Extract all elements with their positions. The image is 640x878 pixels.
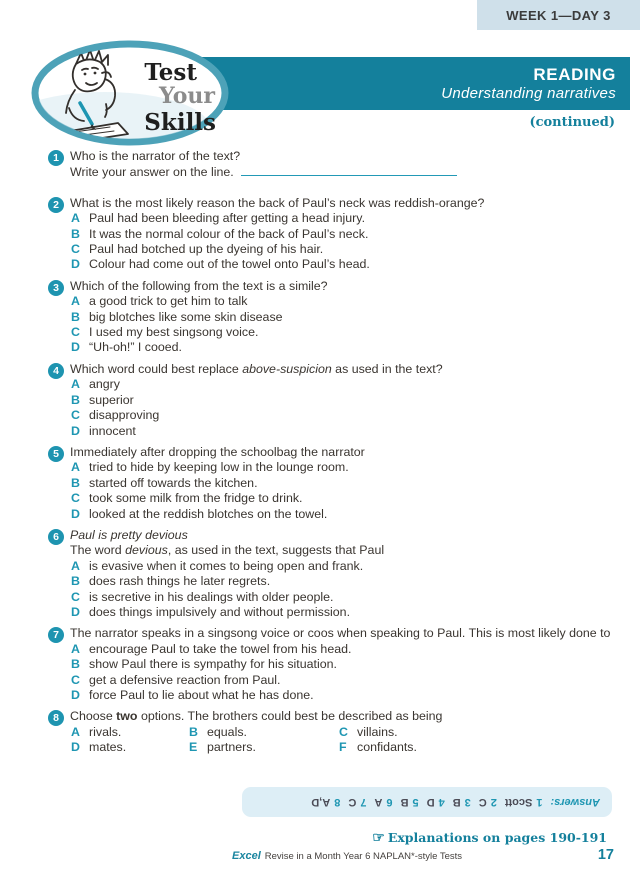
logo-word-your: Your — [158, 83, 215, 109]
question-prompt-line — [70, 149, 613, 164]
question-prompt-line — [70, 362, 613, 377]
answer-number: 7 — [360, 796, 367, 808]
option-d — [71, 424, 613, 439]
week-day-banner — [477, 0, 640, 30]
option-letter: A — [71, 460, 80, 475]
answer-item — [453, 796, 471, 808]
option-letter: C — [71, 589, 80, 604]
page-number: 17 — [597, 847, 614, 863]
option-a — [71, 294, 613, 309]
prompt-text: options. The brothers could best be described as being — [137, 709, 443, 724]
option-text: superior — [89, 392, 134, 407]
answer-number: 8 — [334, 796, 341, 808]
question-prompt-line — [70, 279, 613, 294]
option-letter: B — [189, 724, 198, 739]
option-text: Paul had been bleeding after getting a head injury. — [89, 211, 366, 226]
option-b — [71, 476, 613, 491]
option-b — [71, 393, 613, 408]
option-a — [71, 642, 613, 657]
option-text: mates. — [89, 740, 127, 755]
option-c — [71, 325, 613, 340]
pointing-hand-icon: ☞ — [372, 830, 385, 846]
option-text: innocent — [89, 423, 136, 438]
option-letter: A — [71, 641, 80, 656]
answer-value: A,D — [311, 796, 331, 808]
option-d — [71, 688, 613, 703]
option-letter: D — [71, 506, 80, 521]
question-6 — [48, 528, 613, 620]
section-title: READING — [533, 64, 616, 84]
option-text: angry — [89, 377, 120, 392]
question-body — [70, 445, 613, 522]
prompt-text: The narrator speaks in a singsong voice or coos when speaking to Paul. This is most likely done to — [70, 626, 611, 641]
question-body — [70, 626, 613, 703]
option-c — [71, 491, 613, 506]
answer-item — [311, 796, 340, 808]
question-number-badge: 3 — [48, 280, 64, 296]
option-a — [71, 377, 613, 392]
answer-item — [401, 796, 419, 808]
option-letter: D — [71, 257, 80, 272]
answer-number: 6 — [386, 796, 393, 808]
question-number-badge: 1 — [48, 150, 64, 166]
prompt-text: Who is the narrator of the text? — [70, 149, 241, 163]
answer-item — [348, 796, 366, 808]
answer-number: 4 — [438, 796, 445, 808]
option-letter: B — [71, 226, 80, 241]
explanations-note — [372, 830, 607, 846]
question-4 — [48, 362, 613, 439]
answer-value: A — [374, 796, 383, 808]
question-number-badge: 8 — [48, 710, 64, 726]
answer-value: B — [400, 796, 409, 808]
imprint-text: Revise in a Month Year 6 NAPLAN*-style Tests — [264, 851, 463, 862]
option-d — [71, 605, 613, 620]
option-letter: A — [71, 211, 80, 226]
logo-graphic — [30, 40, 230, 146]
question-number-badge: 6 — [48, 529, 64, 545]
options — [71, 642, 613, 704]
section-banner — [195, 57, 630, 110]
option-letter: A — [71, 558, 80, 573]
option-text: encourage Paul to take the towel from his head. — [89, 641, 352, 656]
option-text: rivals. — [89, 724, 122, 739]
prompt-text: Which word could best replace — [70, 361, 243, 376]
option-c — [71, 673, 613, 688]
option-text: is secretive in his dealings with older people. — [89, 589, 334, 604]
question-prompt-line — [70, 709, 613, 724]
question-prompt-line — [70, 164, 613, 180]
option-text: get a defensive reaction from Paul. — [89, 672, 281, 687]
option-letter: C — [71, 672, 80, 687]
options — [71, 211, 613, 273]
question-1 — [48, 149, 613, 181]
prompt-text: devious — [125, 543, 168, 558]
prompt-text: Which of the following from the text is a simile? — [70, 278, 328, 293]
question-3 — [48, 279, 613, 356]
questions — [48, 149, 613, 762]
answer-value: C — [348, 796, 357, 808]
prompt-text: The word — [70, 543, 126, 558]
option-letter: D — [71, 340, 80, 355]
option-text: took some milk from the fridge to drink. — [89, 491, 303, 506]
option-b — [71, 657, 613, 672]
option-text: does things impulsively and without permission. — [89, 604, 351, 619]
explanations-text: Explanations on pages 190-191 — [387, 830, 607, 845]
option-text: villains. — [357, 724, 398, 739]
option-letter: A — [71, 294, 80, 309]
excel-brand-logo: Excel — [232, 850, 261, 862]
option-b — [71, 574, 613, 589]
question-body — [70, 149, 613, 181]
option-letter: B — [71, 392, 80, 407]
answer-item — [427, 796, 445, 808]
option-c — [71, 590, 613, 605]
option-text: “Uh-oh!” I cooed. — [89, 340, 182, 355]
option-text: started off towards the kitchen. — [89, 475, 258, 490]
option-text: Colour had come out of the towel onto Paul’s head. — [89, 257, 370, 272]
option-b — [71, 227, 613, 242]
option-text: is evasive when it comes to being open and frank. — [89, 558, 364, 573]
question-5 — [48, 445, 613, 522]
question-body — [70, 279, 613, 356]
option-text: disapproving — [89, 408, 160, 423]
question-prompt-line — [70, 543, 613, 558]
option-letter: C — [71, 242, 80, 257]
option-a — [71, 559, 613, 574]
option-letter: F — [339, 740, 347, 755]
answer-item — [479, 796, 497, 808]
question-body — [70, 196, 613, 273]
option-d — [71, 340, 613, 355]
option-text: does rash things he later regrets. — [89, 574, 271, 589]
question-7 — [48, 626, 613, 703]
option-text: partners. — [207, 740, 256, 755]
option-text: It was the normal colour of the back of Paul’s neck. — [89, 226, 369, 241]
option-letter: D — [71, 688, 80, 702]
option-c — [71, 242, 613, 257]
option-d — [71, 740, 189, 755]
answer-number: 3 — [464, 796, 471, 808]
option-text: looked at the reddish blotches on the towel. — [89, 506, 328, 521]
question-body — [70, 709, 613, 755]
answer-item — [374, 796, 392, 808]
logo-word-skills: Skills — [144, 109, 216, 136]
option-text: a good trick to get him to talk — [89, 294, 248, 309]
prompt-text: above-suspicion — [242, 361, 332, 376]
option-c — [339, 725, 613, 740]
answer-number: 1 — [536, 796, 543, 808]
options — [71, 559, 613, 621]
option-letter: B — [71, 309, 80, 324]
question-number-badge: 2 — [48, 197, 64, 213]
week-day-label: WEEK 1—DAY 3 — [506, 7, 611, 23]
option-letter: A — [71, 724, 80, 739]
question-prompt-line — [70, 445, 613, 460]
option-letter: D — [71, 604, 80, 619]
question-number-badge: 7 — [48, 627, 64, 643]
option-letter: C — [71, 408, 80, 423]
question-number-badge: 4 — [48, 363, 64, 379]
options — [71, 294, 613, 356]
prompt-text: Paul is pretty devious — [70, 527, 188, 542]
prompt-text: Immediately after dropping the schoolbag the narrator — [70, 444, 365, 459]
answer-value: Scott — [504, 796, 533, 808]
prompt-text: as used in the text? — [331, 361, 443, 376]
prompt-text: two — [116, 709, 138, 724]
option-text: equals. — [207, 724, 247, 739]
answer-number: 2 — [490, 796, 497, 808]
question-body — [70, 362, 613, 439]
prompt-text: Write your answer on the line. — [70, 165, 234, 180]
answer-value: C — [478, 796, 487, 808]
option-letter: D — [71, 740, 80, 755]
options — [71, 377, 613, 439]
option-f — [339, 740, 613, 755]
question-2 — [48, 196, 613, 273]
option-c — [71, 408, 613, 423]
option-text: show Paul there is sympathy for his situation. — [89, 657, 337, 672]
option-e — [189, 740, 339, 755]
option-letter: B — [71, 574, 80, 589]
option-a — [71, 211, 613, 226]
options — [71, 460, 613, 522]
prompt-text: , as used in the text, suggests that Paul — [167, 543, 385, 558]
answers-label: Answers: — [550, 796, 600, 808]
options — [71, 725, 613, 756]
question-prompt-line — [70, 528, 613, 543]
section-subtitle: Understanding narratives — [441, 84, 616, 102]
option-letter: B — [71, 475, 80, 490]
option-text: I used my best singsong voice. — [89, 325, 259, 340]
answer-value: D — [426, 796, 435, 808]
option-letter: E — [189, 740, 198, 755]
question-prompt-line — [70, 196, 613, 211]
answer-item — [505, 796, 543, 808]
logo-word-test: Test — [144, 59, 197, 86]
answer-number: 5 — [412, 796, 419, 808]
question-prompt-line — [70, 626, 613, 641]
option-letter: C — [71, 325, 80, 340]
question-number-badge: 5 — [48, 446, 64, 462]
option-a — [71, 725, 189, 740]
option-letter: B — [71, 657, 80, 672]
answer-value: B — [452, 796, 461, 808]
continued-label: (continued) — [529, 115, 615, 130]
option-text: big blotches like some skin disease — [89, 309, 283, 324]
option-b — [189, 725, 339, 740]
option-d — [71, 257, 613, 272]
answers-content — [242, 787, 612, 817]
option-a — [71, 460, 613, 475]
option-letter: C — [71, 491, 80, 506]
option-b — [71, 310, 613, 325]
option-text: Paul had botched up the dyeing of his hair. — [89, 242, 324, 257]
option-text: confidants. — [357, 740, 417, 755]
test-your-skills-logo — [30, 40, 230, 146]
book-imprint — [232, 850, 462, 862]
option-text: tried to hide by keeping low in the lounge room. — [89, 460, 349, 475]
option-d — [71, 507, 613, 522]
prompt-text: Choose — [70, 709, 117, 724]
question-8 — [48, 709, 613, 755]
answer-write-line — [241, 164, 457, 176]
question-body — [70, 528, 613, 620]
option-text: force Paul to lie about what he has done. — [89, 688, 314, 702]
answers-strip — [242, 787, 612, 817]
option-letter: D — [71, 423, 80, 438]
prompt-text: What is the most likely reason the back of Paul’s neck was reddish-orange? — [70, 195, 485, 210]
option-letter: C — [339, 724, 348, 739]
option-letter: A — [71, 377, 80, 392]
